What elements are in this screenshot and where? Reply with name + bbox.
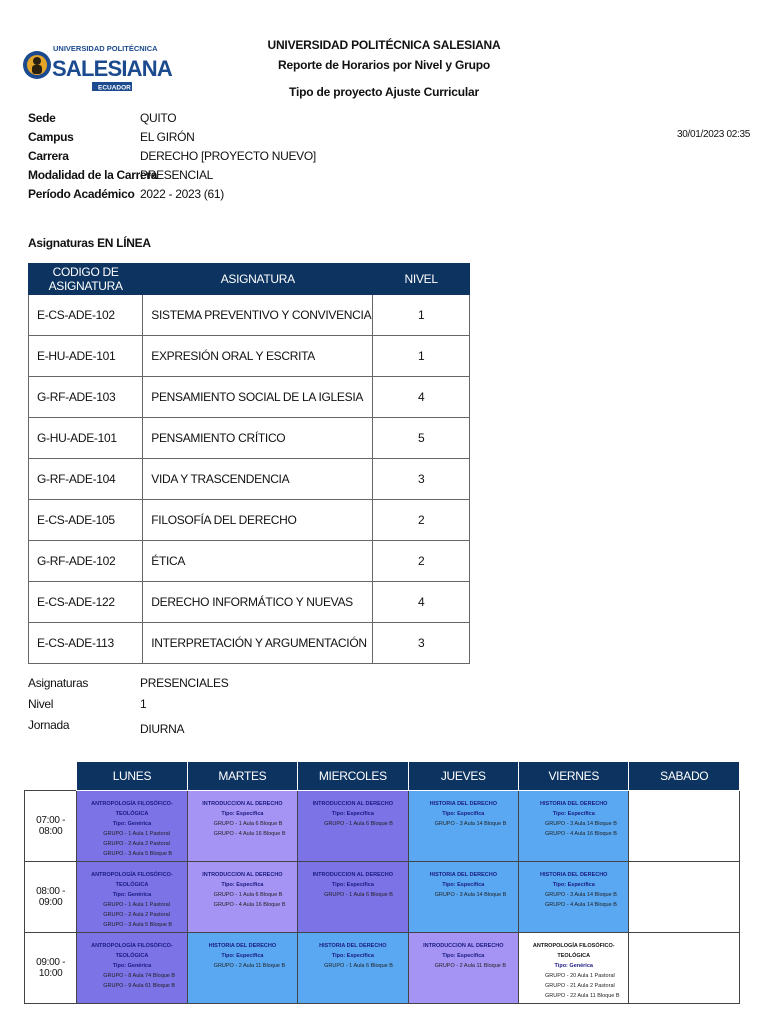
subject-level: 2	[373, 541, 470, 582]
subject-level: 3	[373, 459, 470, 500]
class-group: GRUPO - 3 Aula 14 Bloque B	[434, 821, 507, 827]
class-title: ANTROPOLOGÍA FILOSÓFICO-TEOLÓGICA	[91, 943, 173, 959]
class-group: GRUPO - 3 Aula 14 Bloque B	[434, 892, 507, 898]
class-title: HISTORIA DEL DERECHO	[208, 943, 277, 949]
info-label-periodo: Período Académico	[28, 187, 135, 201]
table-row	[29, 459, 470, 500]
column-header-code: CODIGO DE ASIGNATURA	[29, 264, 143, 295]
presencial-label-jornada: Jornada	[28, 718, 70, 732]
subject-level: 3	[373, 623, 470, 664]
class-cell	[187, 933, 297, 1004]
time-slot-label: 08:00 - 09:00	[25, 862, 77, 933]
info-value-carrera: DERECHO [PROYECTO NUEVO]	[140, 149, 316, 163]
class-group: GRUPO - 2 Aula 11 Bloque B	[434, 963, 507, 969]
subject-code: E-CS-ADE-113	[29, 623, 143, 664]
schedule-row	[25, 862, 740, 933]
class-group: GRUPO - 1 Aula 6 Bloque B	[213, 821, 283, 827]
schedule-row	[25, 791, 740, 862]
subject-level: 1	[373, 336, 470, 377]
schedule-row	[25, 933, 740, 1004]
class-cell	[408, 862, 518, 933]
info-value-campus: EL GIRÓN	[140, 130, 195, 144]
class-type: Tipo: Específica	[221, 953, 264, 959]
table-row	[29, 582, 470, 623]
schedule-table	[24, 761, 740, 1004]
time-column-header	[25, 762, 77, 791]
subject-level: 4	[373, 377, 470, 418]
class-cell	[77, 791, 187, 862]
class-type: Tipo: Específica	[331, 811, 374, 817]
svg-text:SALESIANA: SALESIANA	[52, 56, 172, 81]
class-title: HISTORIA DEL DERECHO	[429, 872, 498, 878]
table-row	[29, 295, 470, 336]
class-title: HISTORIA DEL DERECHO	[319, 943, 387, 949]
subject-code: E-CS-ADE-105	[29, 500, 143, 541]
class-group: GRUPO - 4 Aula 16 Bloque B	[213, 831, 286, 837]
class-group: GRUPO - 2 Aula 11 Bloque B	[213, 963, 286, 969]
presencial-value-asignaturas: PRESENCIALES	[140, 676, 229, 690]
presencial-value-jornada: DIURNA	[140, 722, 185, 736]
day-header-sabado: SABADO	[629, 762, 740, 791]
subject-name: PENSAMIENTO SOCIAL DE LA IGLESIA	[143, 377, 373, 418]
class-cell	[519, 933, 629, 1004]
class-type: Tipo: Genérica	[112, 963, 152, 969]
subject-name: DERECHO INFORMÁTICO Y NUEVAS	[143, 582, 373, 623]
class-group: GRUPO - 1 Aula 1 Pastoral	[103, 902, 170, 908]
subject-code: G-RF-ADE-102	[29, 541, 143, 582]
info-label-campus: Campus	[28, 130, 74, 144]
time-slot-label: 09:00 - 10:00	[25, 933, 77, 1004]
info-value-sede: QUITO	[140, 111, 177, 125]
table-row	[29, 418, 470, 459]
subject-level: 5	[373, 418, 470, 459]
class-type: Tipo: Específica	[442, 882, 485, 888]
class-cell	[519, 791, 629, 862]
empty-cell	[629, 933, 740, 1004]
class-type: Tipo: Específica	[552, 811, 595, 817]
presencial-value-nivel: 1	[140, 697, 147, 711]
class-cell	[408, 791, 518, 862]
class-cell	[298, 791, 408, 862]
class-title: ANTROPOLOGÍA FILOSÓFICO-TEOLÓGICA	[91, 801, 173, 817]
class-title: INTRODUCCION AL DERECHO	[423, 943, 504, 949]
class-group: GRUPO - 4 Aula 16 Bloque B	[213, 902, 286, 908]
class-group: GRUPO - 9 Aula 61 Bloque B	[103, 983, 176, 989]
class-type: Tipo: Específica	[442, 811, 485, 817]
column-header-level: NIVEL	[373, 264, 470, 295]
subject-code: E-CS-ADE-122	[29, 582, 143, 623]
table-row	[29, 541, 470, 582]
class-group: GRUPO - 3 Aula 5 Bloque B	[103, 851, 173, 857]
subject-code: E-HU-ADE-101	[29, 336, 143, 377]
subject-level: 2	[373, 500, 470, 541]
class-type: Tipo: Específica	[442, 953, 485, 959]
table-row	[29, 623, 470, 664]
class-cell	[298, 862, 408, 933]
subject-name: VIDA Y TRASCENDENCIA	[143, 459, 373, 500]
subject-name: SISTEMA PREVENTIVO Y CONVIVENCIA	[143, 295, 373, 336]
class-group: GRUPO - 2 Aula 2 Pastoral	[103, 912, 170, 918]
class-group: GRUPO - 8 Aula 74 Bloque B	[103, 973, 176, 979]
class-group: GRUPO - 3 Aula 14 Bloque B	[545, 821, 617, 827]
presencial-label-asignaturas: Asignaturas	[28, 676, 89, 690]
class-group: GRUPO - 1 Aula 6 Bloque B	[324, 821, 393, 827]
empty-cell	[629, 862, 740, 933]
online-subjects-title: Asignaturas EN LÍNEA	[28, 236, 151, 250]
class-group: GRUPO - 4 Aula 16 Bloque B	[545, 831, 617, 837]
subject-name: EXPRESIÓN ORAL Y ESCRITA	[143, 336, 373, 377]
report-timestamp: 30/01/2023 02:35	[676, 129, 750, 140]
schedule-header-row	[25, 762, 740, 791]
column-header-subject: ASIGNATURA	[143, 264, 373, 295]
class-title: HISTORIA DEL DERECHO	[540, 872, 608, 878]
table-row	[29, 377, 470, 418]
class-group: GRUPO - 1 Aula 6 Bloque B	[213, 892, 283, 898]
table-row	[29, 500, 470, 541]
day-header-lunes: LUNES	[77, 762, 187, 791]
class-type: Tipo: Específica	[221, 882, 264, 888]
class-type: Tipo: Genérica	[112, 821, 152, 827]
svg-text:UNIVERSIDAD POLITÉCNICA: UNIVERSIDAD POLITÉCNICA	[53, 44, 158, 53]
class-group: GRUPO - 22 Aula 11 Bloque B	[545, 993, 620, 999]
class-title: ANTROPOLOGÍA FILOSÓFICO-TEOLÓGICA	[91, 872, 173, 888]
class-cell	[519, 862, 629, 933]
presencial-label-nivel: Nivel	[28, 697, 54, 711]
class-group: GRUPO - 3 Aula 14 Bloque B	[545, 892, 617, 898]
time-slot-label: 07:00 - 08:00	[25, 791, 77, 862]
subject-code: G-RF-ADE-104	[29, 459, 143, 500]
class-cell	[408, 933, 518, 1004]
class-cell	[187, 791, 297, 862]
info-value-periodo: 2022 - 2023 (61)	[140, 187, 224, 201]
table-header-row	[29, 264, 470, 295]
subject-level: 4	[373, 582, 470, 623]
day-header-miercoles: MIERCOLES	[298, 762, 408, 791]
subject-code: G-RF-ADE-103	[29, 377, 143, 418]
project-type: Tipo de proyecto Ajuste Curricular	[289, 85, 479, 99]
subject-name: PENSAMIENTO CRÍTICO	[143, 418, 373, 459]
info-label-carrera: Carrera	[28, 149, 69, 163]
class-type: Tipo: Específica	[221, 811, 264, 817]
subject-name: FILOSOFÍA DEL DERECHO	[143, 500, 373, 541]
subject-code: G-HU-ADE-101	[29, 418, 143, 459]
class-group: GRUPO - 2 Aula 2 Pastoral	[103, 841, 170, 847]
class-group: GRUPO - 3 Aula 5 Bloque B	[103, 922, 173, 928]
class-group: GRUPO - 1 Aula 6 Bloque B	[324, 892, 393, 898]
class-group: GRUPO - 1 Aula 6 Bloque B	[324, 963, 393, 969]
day-header-viernes: VIERNES	[519, 762, 629, 791]
class-type: Tipo: Específica	[331, 953, 374, 959]
info-label-modalidad: Modalidad de la Carrera	[28, 168, 158, 182]
class-cell	[298, 933, 408, 1004]
subject-code: E-CS-ADE-102	[29, 295, 143, 336]
subject-level: 1	[373, 295, 470, 336]
class-title: INTRODUCCION AL DERECHO	[312, 872, 394, 878]
class-group: GRUPO - 20 Aula 1 Pastoral	[545, 973, 615, 979]
class-title: INTRODUCCION AL DERECHO	[312, 801, 394, 807]
class-type: Tipo: Específica	[331, 882, 374, 888]
subject-name: ÉTICA	[143, 541, 373, 582]
table-row	[29, 336, 470, 377]
class-cell	[77, 933, 187, 1004]
class-title: INTRODUCCION AL DERECHO	[202, 801, 283, 807]
class-group: GRUPO - 4 Aula 14 Bloque B	[545, 902, 617, 908]
empty-cell	[629, 791, 740, 862]
report-title: Reporte de Horarios por Nivel y Grupo	[278, 58, 490, 72]
class-type: Tipo: Genérica	[112, 892, 152, 898]
class-title: INTRODUCCION AL DERECHO	[202, 872, 283, 878]
info-value-modalidad: PRESENCIAL	[140, 168, 214, 182]
class-group: GRUPO - 21 Aula 2 Pastoral	[545, 983, 615, 989]
class-title: HISTORIA DEL DERECHO	[540, 801, 608, 807]
class-type: Tipo: Específica	[552, 882, 595, 888]
class-title: HISTORIA DEL DERECHO	[429, 801, 498, 807]
class-type: Tipo: Genérica	[554, 963, 593, 969]
class-group: GRUPO - 1 Aula 1 Pastoral	[103, 831, 170, 837]
subject-name: INTERPRETACIÓN Y ARGUMENTACIÓN	[143, 623, 373, 664]
svg-text:ECUADOR: ECUADOR	[98, 84, 131, 92]
university-name: UNIVERSIDAD POLITÉCNICA SALESIANA	[267, 38, 501, 52]
day-header-martes: MARTES	[187, 762, 297, 791]
class-title: ANTROPOLOGÍA FILOSÓFICO-TEOLÓGICA	[532, 943, 615, 959]
day-header-jueves: JUEVES	[408, 762, 518, 791]
class-cell	[77, 862, 187, 933]
class-cell	[187, 862, 297, 933]
online-subjects-table	[28, 263, 470, 664]
info-label-sede: Sede	[28, 111, 56, 125]
